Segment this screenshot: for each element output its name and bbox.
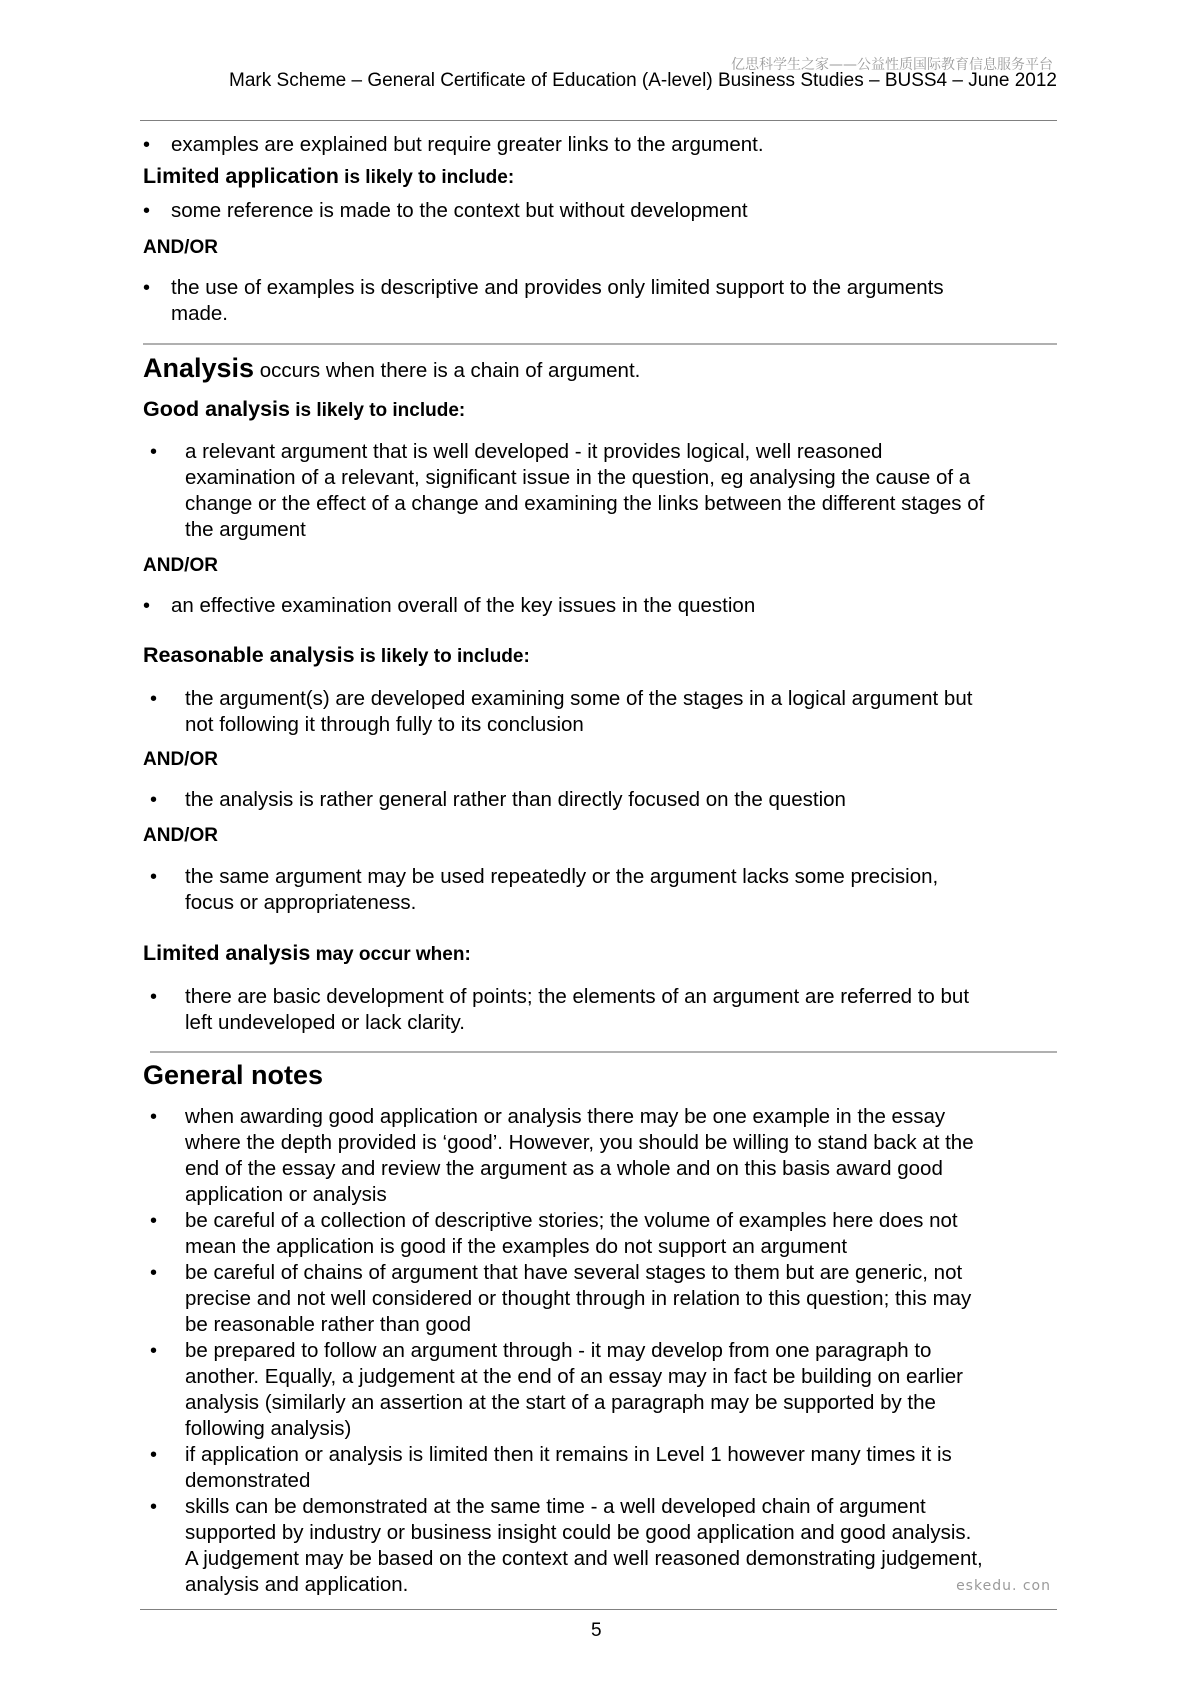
general-note-line: application or analysis	[185, 1183, 387, 1206]
bullet-icon: •	[150, 986, 158, 1008]
section-divider	[143, 343, 1057, 345]
bullet-icon: •	[150, 1106, 158, 1128]
reasonable-bullet-2: the analysis is rather general rather than directly focused on the question	[185, 788, 846, 811]
watermark-bottom: eskedu. con	[956, 1578, 1051, 1594]
bullet-icon: •	[143, 595, 151, 617]
bullet-icon: •	[150, 1210, 158, 1232]
limited-analysis-heading: Limited analysis may occur when:	[143, 941, 471, 965]
general-note-line: where the depth provided is ‘good’. However, you should be willing to stand back at the	[185, 1131, 974, 1154]
general-note-line: be prepared to follow an argument through - it may develop from one paragraph to	[185, 1339, 932, 1362]
andor-label: AND/OR	[143, 237, 218, 258]
bullet-icon: •	[150, 688, 158, 710]
good-analysis-line-1: a relevant argument that is well developed - it provides logical, well reasoned	[185, 440, 883, 463]
bullet-icon: •	[150, 789, 158, 811]
bullet-icon: •	[150, 1262, 158, 1284]
limited-analysis-line-2: left undeveloped or lack clarity.	[185, 1011, 465, 1034]
good-analysis-line-3: change or the effect of a change and examining the links between the different stages of	[185, 492, 985, 515]
general-note-line: following analysis)	[185, 1417, 352, 1440]
application-bullet: examples are explained but require greater links to the argument.	[171, 133, 764, 156]
good-analysis-line-4: the argument	[185, 518, 306, 541]
general-note-line: analysis (similarly an assertion at the start of a paragraph may be supported by the	[185, 1391, 936, 1414]
analysis-heading: Analysis occurs when there is a chain of argument.	[143, 353, 641, 383]
general-note-line: A judgement may be based on the context and well reasoned demonstrating judgement,	[185, 1547, 983, 1570]
general-note-line: mean the application is good if the examples do not support an argument	[185, 1235, 848, 1258]
andor-label: AND/OR	[143, 749, 218, 770]
general-note-line: precise and not well considered or thought through in relation to this question; this may	[185, 1287, 972, 1310]
general-note-line: be reasonable rather than good	[185, 1313, 472, 1336]
limited-application-bullet-2-line-2: made.	[171, 302, 228, 325]
bullet-icon: •	[150, 1496, 158, 1518]
general-notes-heading: General notes	[143, 1060, 324, 1090]
page-header: Mark Scheme – General Certificate of Education (A-level) Business Studies – BUSS4 – June 2012	[229, 70, 1057, 91]
reasonable-line-1: the argument(s) are developed examining some of the stages in a logical argument but	[185, 687, 973, 710]
bullet-icon: •	[143, 277, 151, 299]
general-note-line: skills can be demonstrated at the same time - a well developed chain of argument	[185, 1495, 926, 1518]
footer-rule	[140, 1609, 1057, 1610]
bullet-icon: •	[150, 866, 158, 888]
reasonable-analysis-heading: Reasonable analysis is likely to include:	[143, 643, 530, 667]
reasonable-bullet-3-line-1: the same argument may be used repeatedly or the argument lacks some precision,	[185, 865, 939, 888]
page-number: 5	[591, 1620, 602, 1641]
limited-application-heading: Limited application is likely to include:	[143, 164, 515, 188]
header-rule	[140, 120, 1057, 121]
limited-application-bullet-2-line-1: the use of examples is descriptive and provides only limited support to the arguments	[171, 276, 944, 299]
bullet-icon: •	[150, 1340, 158, 1362]
bullet-icon: •	[150, 441, 158, 463]
good-analysis-heading: Good analysis is likely to include:	[143, 397, 466, 421]
andor-label: AND/OR	[143, 825, 218, 846]
general-note-line: another. Equally, a judgement at the end of an essay may in fact be building on earlier	[185, 1365, 963, 1388]
bullet-icon: •	[143, 134, 151, 156]
bullet-icon: •	[150, 1444, 158, 1466]
watermark-top: 亿思科学生之家——公益性质国际教育信息服务平台	[731, 57, 1053, 73]
general-note-line: be careful of a collection of descriptive stories; the volume of examples here does not	[185, 1209, 958, 1232]
reasonable-line-2: not following it through fully to its conclusion	[185, 713, 584, 736]
general-note-line: be careful of chains of argument that have several stages to them but are generic, not	[185, 1261, 963, 1284]
good-analysis-bullet-2: an effective examination overall of the key issues in the question	[171, 594, 756, 617]
andor-label: AND/OR	[143, 555, 218, 576]
general-note-line: when awarding good application or analysis there may be one example in the essay	[185, 1105, 946, 1128]
limited-application-bullet-1: some reference is made to the context but without development	[171, 199, 748, 222]
general-note-line: if application or analysis is limited then it remains in Level 1 however many times it is	[185, 1443, 952, 1466]
general-note-line: end of the essay and review the argument as a whole and on this basis award good	[185, 1157, 943, 1180]
good-analysis-line-2: examination of a relevant, significant issue in the question, eg analysing the cause of a	[185, 466, 971, 489]
general-note-line: supported by industry or business insight could be good application and good analysis.	[185, 1521, 972, 1544]
general-note-line: analysis and application.	[185, 1573, 409, 1596]
reasonable-bullet-3-line-2: focus or appropriateness.	[185, 891, 417, 914]
section-divider	[150, 1051, 1057, 1053]
bullet-icon: •	[143, 200, 151, 222]
general-note-line: demonstrated	[185, 1469, 311, 1492]
limited-analysis-line-1: there are basic development of points; the elements of an argument are referred to but	[185, 985, 970, 1008]
